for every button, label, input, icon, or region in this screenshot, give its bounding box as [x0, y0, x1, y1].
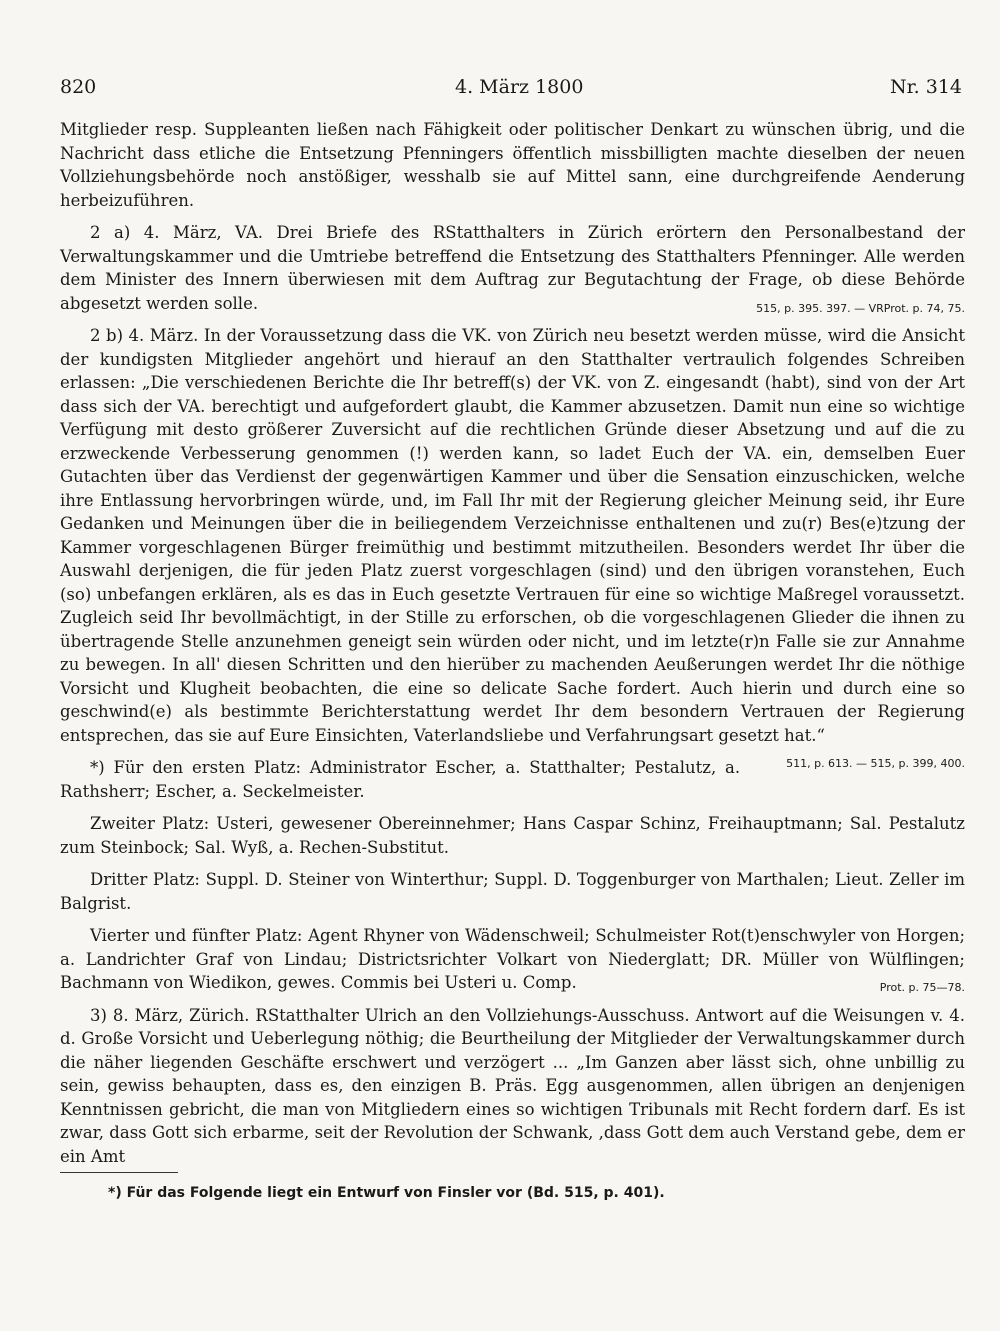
paragraph: Mitglieder resp. Suppleanten ließen nach Fähigkeit oder politischer Denkart zu wünschen übrig, und die Nachricht dass etliche die Entsetzung Pfenningers öffentlich missbilligten machte dieselben der neuen Vollziehungsbehörde noch anstößiger, wesshalb sie auf Mittel sann, eine durchgreifende Aenderung herbeizuführen. — [60, 120, 965, 210]
note-paragraph: *) Für den ersten Platz: Administrator Escher, a. Statthalter; Pestalutz, a. Rathsherr; Escher, a. Seckelmeister. — [60, 758, 741, 801]
page-header — [60, 76, 962, 106]
source-reference: 515, p. 395. 397. — VRProt. p. 74, 75. — [756, 301, 965, 315]
note-paragraph: Zweiter Platz: Usteri, gewesener Obereinnehmer; Hans Caspar Schinz, Freihauptmann; Sal. Pestalutz zum Steinbock; Sal. Wyß, a. Rechen-Substitut. — [60, 814, 965, 857]
footnote-rule — [60, 1172, 178, 1173]
paragraph-text: 2 a) 4. März, VA. Drei Briefe des RStatthalters in Zürich erörtern den Personalbestand der Verwaltungskammer und die Umtriebe betreffend die Entsetzung des Statthalters Pfenninger. Alle werden dem Minister des Innern überwiesen mit dem Auftrag zur Begutachtung der Frage, ob diese Behörde abgesetzt werden solle. — [60, 223, 965, 313]
source-reference: 511, p. 613. — 515, p. 399, 400. — [786, 757, 965, 770]
note-paragraph: Dritter Platz: Suppl. D. Steiner von Winterthur; Suppl. D. Toggenburger von Marthalen; Lieut. Zeller im Balgrist. — [60, 870, 965, 913]
paragraph: 3) 8. März, Zürich. RStatthalter Ulrich an den Vollziehungs-Ausschuss. Antwort auf die Weisungen v. 4. d. Große Vorsicht und Ueberlegung nöthig; die Beurtheilung der Mitglieder der Verwaltungskammer durch die näher liegenden Geschäfte erschwert und verzögert ... „Im Ganzen aber lässt sich, ohne unbillig zu sein, gewiss behaupten, dass es, den einzigen B. Präs. Egg ausgenommen, allen übrigen an denjenigen Kenntnissen gebricht, die man von Mitgliedern eines so wichtigen Tribunals mit Recht fordern darf. Es ist zwar, dass Gott sich erbarme, seit der Revolution der Schwank, ,dass Gott dem auch Verstand gebe, dem er ein Amt — [60, 1005, 965, 1166]
paragraph-text: 2 b) 4. März. In der Voraussetzung dass die VK. von Zürich neu besetzt werden müsse, wird die Ansicht der kundigsten Mitglieder angehört und hierauf an den Statthalter vertraulich folgendes Schreiben erlassen: „Die verschiedenen Berichte die Ihr betreff(s) der VK. von Z. eingesandt (habt), sind von der Art dass sich der VA. berechtigt und aufgefordert glaubt, die Kammer abzusetzen. Damit nun eine so wichtige Verfügung mit desto größerer Zuversicht auf die rechtlichen Gründe dieser Absetzung und auf die zu erzweckende Verbesserung genommen (!) werden kann, so ladet Euch der VA. ein, demselben Euer Gutachten über das Verdienst der gegenwärtigen Kammer und über die Sensation einzuschicken, welche ihre Entlassung hervorbringen würde, und, im Fall Ihr mit der Regierung gleicher Meinung seid, ihr Eure Gedanken und Meinungen über die in beiliegendem Verzeichnisse enthaltenen und zu(r) Bes(e)tzung der Kammer vorgeschlagenen Bürger freimüthig und bestimmt mitzutheilen. Besonders werdet Ihr über die Auswahl derjenigen, die für jeden Platz zuerst vorgeschlagen (sind) und den übrigen voranstehen, Euch (so) unbefangen erklären, als es das in Euch gesetzte Vertrauen für eine so wichtige Maßregel voraussetzt. Zugleich seid Ihr bevollmächtigt, in der Stille zu erforschen, ob die vorgeschlagenen Glieder die ihnen zu übertragende Stelle anzunehmen geneigt sein würden oder nicht, und im letzte(r)n Falle sie zur Annahme zu bewegen. In all' diesen Schritten und den hierüber zu machenden Aeußerungen werdet Ihr die nöthige Vorsicht und Klugheit beobachten, die eine so delicate Sache fordert. Auch hierin und durch eine so geschwind(e) als bestimmte Berichterstattung werdet Ihr dem besondern Vertrauen der Regierung entsprechen, das sie auf Eure Einsichten, Vaterlandsliebe und Verfahrungsart gesetzt hat.“ — [60, 326, 965, 745]
source-reference: Prot. p. 75—78. — [879, 981, 965, 994]
note-paragraph — [60, 924, 965, 995]
running-head-date: 4. März 1800 — [455, 76, 584, 98]
paragraph-text: Vierter und fünfter Platz: Agent Rhyner von Wädenschweil; Schulmeister Rot(t)enschwyler von Horgen; a. Landrichter Graf von Lindau; Districtsrichter Volkart von Niederglatt; DR. Müller von Wülflingen; Bachmann von Wiedikon, gewes. Commis bei Usteri u. Comp. — [60, 926, 965, 992]
page-number: 820 — [60, 76, 97, 98]
paragraph — [60, 221, 965, 315]
entry-number: Nr. 314 — [890, 76, 962, 98]
main-text — [60, 118, 965, 1168]
footnote: *) Für das Folgende liegt ein Entwurf von Finsler vor (Bd. 515, p. 401). — [108, 1185, 665, 1201]
paragraph — [60, 324, 965, 770]
